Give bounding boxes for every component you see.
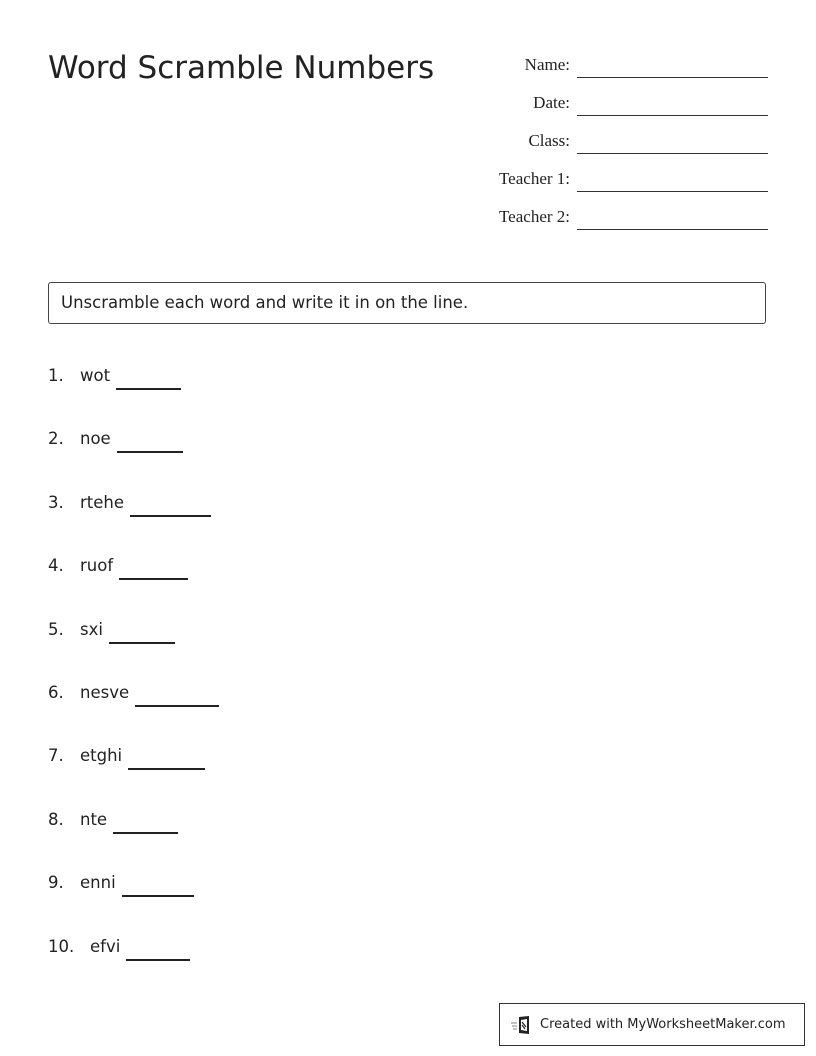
answer-line[interactable]	[135, 685, 219, 707]
scrambled-word: efvi	[90, 936, 121, 956]
item-number: 6.	[48, 682, 64, 702]
list-item	[48, 364, 219, 427]
student-info-fields	[470, 50, 768, 230]
scrambled-word: nesve	[80, 682, 130, 702]
name-line[interactable]	[577, 51, 768, 78]
teacher-1-line[interactable]	[577, 165, 768, 192]
scrambled-word: sxi	[80, 619, 103, 639]
instructions-box: Unscramble each word and write it in on the line.	[48, 282, 766, 324]
class-line[interactable]	[577, 127, 768, 154]
answer-line[interactable]	[117, 431, 183, 453]
item-number: 2.	[48, 429, 64, 449]
list-item	[48, 935, 219, 998]
item-number: 4.	[48, 556, 64, 576]
scrambled-word: noe	[80, 429, 111, 449]
name-label: Name:	[524, 55, 570, 74]
date-field[interactable]	[470, 78, 768, 116]
answer-line[interactable]	[122, 875, 194, 897]
footer-credit[interactable]	[499, 1003, 805, 1046]
class-label: Class:	[528, 131, 570, 150]
list-item	[48, 554, 219, 617]
answer-line[interactable]	[126, 939, 190, 961]
worksheet-maker-logo-icon	[510, 1015, 534, 1035]
list-item	[48, 618, 219, 681]
item-number: 5.	[48, 619, 64, 639]
date-label: Date:	[533, 93, 570, 112]
answer-line[interactable]	[113, 812, 178, 834]
item-number: 1.	[48, 366, 64, 385]
item-number: 9.	[48, 873, 64, 893]
answer-line[interactable]	[109, 622, 175, 644]
class-field[interactable]	[470, 116, 768, 154]
list-item	[48, 871, 219, 934]
scrambled-word: nte	[80, 809, 108, 829]
list-item	[48, 744, 219, 807]
teacher-2-line[interactable]	[577, 203, 768, 230]
answer-line[interactable]	[130, 495, 211, 517]
teacher-1-field[interactable]	[470, 154, 768, 192]
item-number: 10.	[48, 936, 75, 956]
scrambled-word: ruof	[80, 556, 114, 576]
teacher-1-label: Teacher 1:	[498, 169, 570, 188]
list-item	[48, 491, 219, 554]
date-line[interactable]	[577, 89, 768, 116]
list-item	[48, 681, 219, 744]
answer-line[interactable]	[119, 558, 188, 580]
item-number: 8.	[48, 809, 64, 829]
scrambled-word: etghi	[80, 746, 123, 766]
scramble-list	[48, 364, 219, 998]
scrambled-word: enni	[80, 873, 116, 893]
name-field[interactable]	[470, 50, 768, 78]
page-title: Word Scramble Numbers	[48, 50, 435, 86]
list-item	[48, 427, 219, 490]
teacher-2-field[interactable]	[470, 192, 768, 230]
list-item	[48, 808, 219, 871]
answer-line[interactable]	[128, 748, 205, 770]
scrambled-word: wot	[80, 366, 111, 385]
teacher-2-label: Teacher 2:	[498, 207, 570, 226]
item-number: 3.	[48, 492, 64, 512]
answer-line[interactable]	[116, 368, 181, 390]
item-number: 7.	[48, 746, 64, 766]
footer-text: Created with MyWorksheetMaker.com	[540, 1017, 786, 1032]
scrambled-word: rtehe	[80, 492, 125, 512]
